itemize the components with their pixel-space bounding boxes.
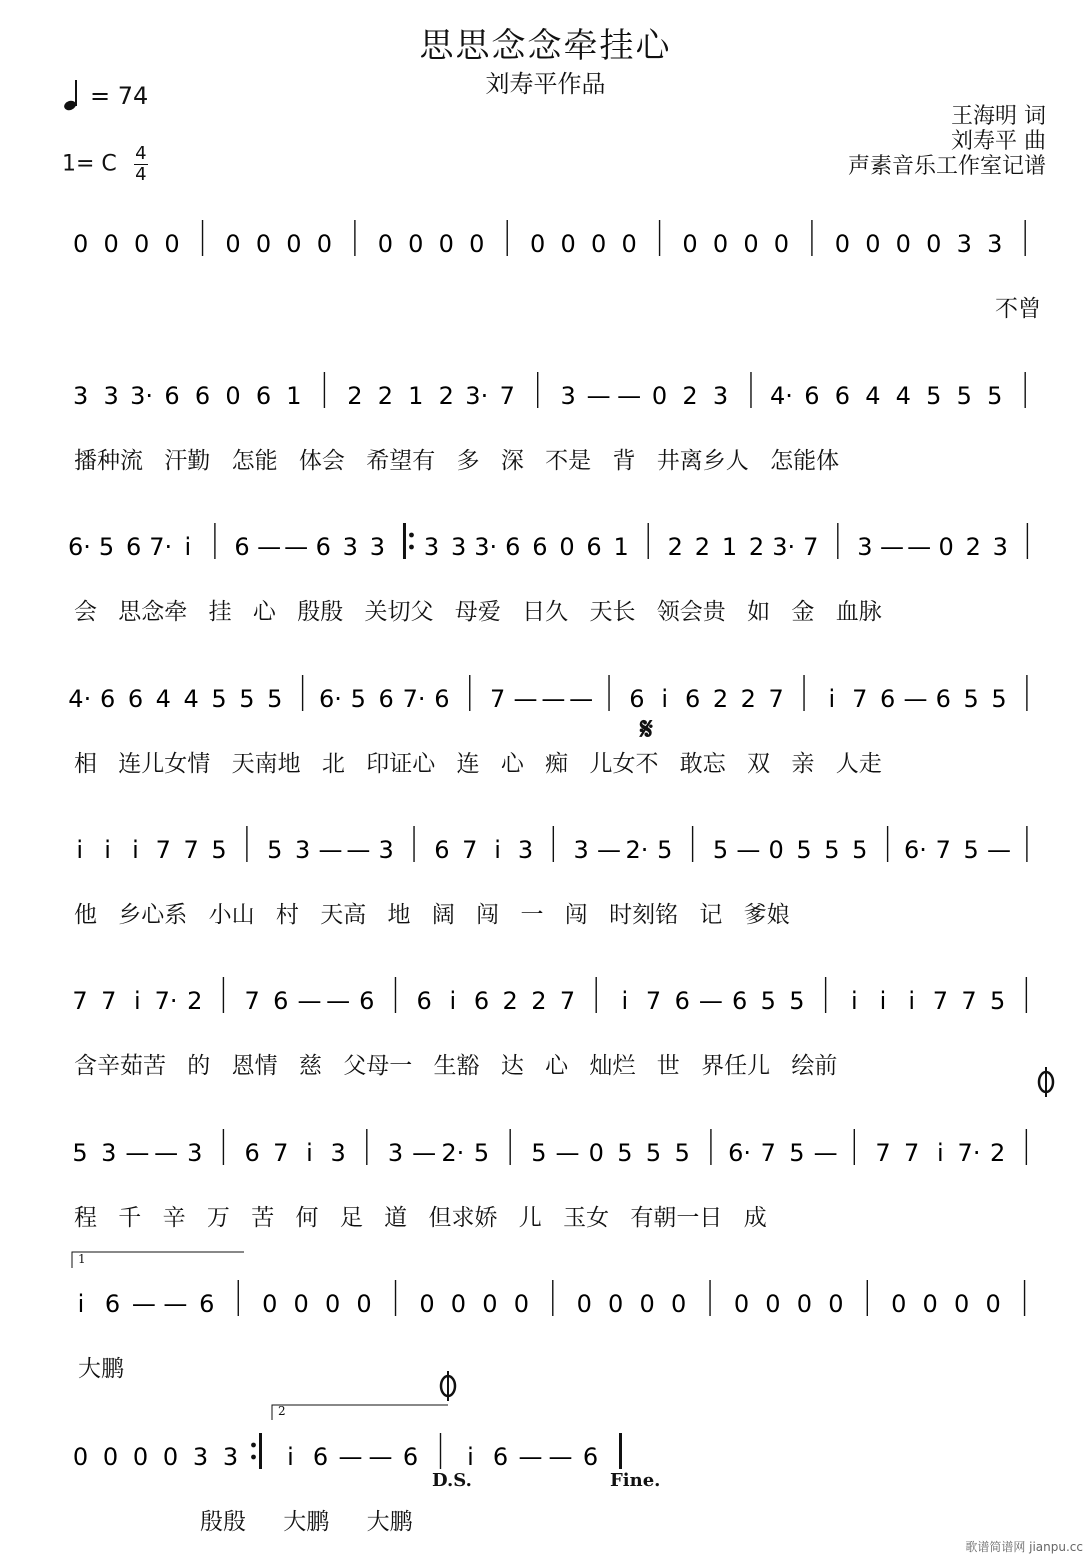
note: 7 — [489, 685, 506, 713]
note: 5 — [990, 987, 1006, 1015]
note: 7 — [273, 1139, 289, 1167]
note: 0 — [255, 230, 272, 258]
note: 0 — [469, 230, 485, 258]
note: 0 — [865, 230, 881, 258]
note: 6 — [629, 685, 645, 713]
note: 6 — [378, 685, 394, 713]
note: 6 — [273, 987, 289, 1015]
note: 0 — [621, 230, 637, 258]
note: 2 — [502, 987, 518, 1015]
lyric-text: 播种流 汗勤 怎能 体会 希望有 多 深 不是 背 井离乡人 怎能体 — [74, 448, 840, 474]
lyric-text: 程 千 辛 万 苦 何 足 道 但求娇 儿 玉女 有朝一日 成 — [74, 1205, 767, 1231]
note: 5 — [824, 836, 840, 864]
note: 6 — [199, 1290, 215, 1318]
note: 0 — [590, 230, 607, 258]
note: 7 — [768, 685, 784, 713]
note: 5 — [531, 1139, 547, 1167]
note: 2 — [682, 382, 698, 410]
note: 6 — [586, 533, 602, 561]
note: 3 — [330, 1139, 346, 1167]
note: 6 — [315, 533, 331, 561]
note: 5 — [963, 836, 979, 864]
note: 6 — [194, 382, 211, 410]
note: i — [287, 1443, 294, 1471]
note: 7 — [559, 987, 576, 1015]
note: — — [548, 1443, 573, 1471]
note: 6 — [434, 836, 450, 864]
credits — [848, 104, 1046, 179]
note: 6· — [68, 533, 91, 561]
note: 5 — [98, 533, 115, 561]
time-sig-top: 4 — [135, 143, 147, 164]
note: 0 — [72, 1443, 89, 1471]
note: 4 — [155, 685, 171, 713]
lyric-text: 相 连儿女情 天南地 北 印证心 连 心 痴 儿女不 敢忘 双 亲 人走 — [74, 751, 882, 777]
note: 0 — [513, 1290, 529, 1318]
note: 7 — [961, 987, 977, 1015]
note: 0 — [419, 1290, 435, 1318]
volta-2 — [272, 1405, 448, 1420]
note: i — [908, 987, 915, 1015]
note: 2 — [377, 382, 393, 410]
note: 3 — [369, 533, 386, 561]
note: 3 — [101, 1139, 117, 1167]
note: 6 — [492, 1443, 509, 1471]
note: 0 — [733, 1290, 750, 1318]
note: 6 — [164, 382, 180, 410]
note: 5 — [987, 382, 1003, 410]
note: 6 — [234, 533, 250, 561]
note: — — [326, 987, 351, 1015]
note: 7· — [402, 685, 426, 713]
note: 7 — [183, 836, 199, 864]
note: 3 — [187, 1139, 203, 1167]
note: 6 — [99, 685, 116, 713]
note: 7 — [932, 987, 948, 1015]
note: 0 — [768, 836, 784, 864]
note: 6 — [104, 1290, 121, 1318]
note: i — [467, 1443, 474, 1471]
note: 2· — [625, 836, 649, 864]
note: 3 — [451, 533, 467, 561]
note: 5 — [789, 1139, 805, 1167]
note: 6 — [804, 382, 820, 410]
note: 2 — [694, 533, 711, 561]
note: — — [903, 685, 928, 713]
note: 3· — [772, 533, 796, 561]
note: 4 — [895, 382, 911, 410]
note: i — [936, 1139, 944, 1167]
note: 3 — [573, 836, 589, 864]
note: 0 — [560, 230, 576, 258]
note: 5 — [657, 836, 673, 864]
note: 3 — [560, 382, 576, 410]
note: 3 — [387, 1139, 404, 1167]
note: — — [907, 533, 932, 561]
transcriber-credit: 声素音乐工作室记谱 — [847, 154, 1046, 179]
note: 0 — [73, 230, 89, 258]
note: — — [813, 1139, 838, 1167]
note: 0 — [834, 230, 851, 258]
page-subtitle: 刘寿平作品 — [485, 70, 606, 98]
note: 1 — [721, 533, 738, 561]
note: 5 — [991, 685, 1007, 713]
lyric-text: 含辛茹苦 的 恩情 慈 父母一 生豁 达 心 灿烂 世 界任儿 绘前 — [74, 1053, 838, 1079]
note: i — [494, 836, 501, 864]
note: 3 — [423, 533, 440, 561]
note: 6 — [255, 382, 272, 410]
note: 6 — [674, 987, 690, 1015]
note: 7· — [154, 987, 178, 1015]
note: 7 — [462, 836, 478, 864]
note: 1 — [613, 533, 629, 561]
ds-marking: D.S. — [432, 1470, 472, 1491]
coda-icon — [1039, 1072, 1053, 1092]
note: 3 — [73, 382, 89, 410]
lyric-text: 不曾 — [995, 296, 1041, 322]
note: 6 — [532, 533, 548, 561]
note: — — [284, 533, 309, 561]
page-title: 思思念念牵挂心 — [419, 26, 672, 66]
note: 0 — [482, 1290, 498, 1318]
note: 0 — [608, 1290, 624, 1318]
note: 0 — [356, 1290, 372, 1318]
note: 7 — [904, 1139, 920, 1167]
lyric-text: 大鹏 — [78, 1356, 124, 1382]
note: 2 — [990, 1139, 1006, 1167]
note: — — [987, 836, 1012, 864]
note: — — [541, 685, 566, 713]
note: i — [879, 987, 887, 1015]
note: 0 — [293, 1290, 309, 1318]
note: 5 — [956, 382, 972, 410]
note: 0 — [891, 1290, 907, 1318]
note: 5 — [211, 836, 227, 864]
note: 0 — [162, 1443, 179, 1471]
tempo-value: = 74 — [90, 82, 149, 110]
note: — — [368, 1443, 393, 1471]
note: 6 — [935, 685, 951, 713]
note: 2 — [748, 533, 765, 561]
note: 0 — [408, 230, 424, 258]
note: 0 — [324, 1290, 341, 1318]
note: 3 — [103, 382, 119, 410]
note: — — [163, 1290, 188, 1318]
note: 5 — [789, 987, 805, 1015]
note: 0 — [895, 230, 911, 258]
note: 0 — [670, 1290, 687, 1318]
note: 6 — [473, 987, 490, 1015]
note: — — [513, 685, 538, 713]
note: 0 — [954, 1290, 970, 1318]
note: 0 — [530, 230, 546, 258]
note: 3 — [987, 230, 1003, 258]
note: 6 — [126, 533, 142, 561]
note: 3 — [222, 1443, 239, 1471]
note: 6 — [416, 987, 432, 1015]
note: 0 — [651, 382, 668, 410]
note: 0 — [576, 1290, 592, 1318]
note: 4 — [183, 685, 199, 713]
note: 3 — [378, 836, 394, 864]
note: 0 — [559, 533, 575, 561]
note: 6· — [728, 1139, 752, 1167]
note: 0 — [450, 1290, 467, 1318]
note: — — [879, 533, 904, 561]
note: 5 — [760, 987, 776, 1015]
note: — — [617, 382, 642, 410]
note: 0 — [938, 533, 954, 561]
note: 7 — [803, 533, 819, 561]
note: 7 — [875, 1139, 891, 1167]
note: 2 — [740, 685, 756, 713]
note: 7 — [101, 987, 117, 1015]
volta-1 — [72, 1252, 244, 1268]
note: 5 — [674, 1139, 690, 1167]
note: 0 — [588, 1139, 604, 1167]
lyricist-credit: 王海明 词 — [951, 104, 1046, 129]
note: 6 — [505, 533, 521, 561]
note: 0 — [102, 1443, 119, 1471]
note: 3 — [192, 1443, 209, 1471]
repeat-dot — [251, 1455, 256, 1460]
note: — — [698, 987, 723, 1015]
note: 0 — [377, 230, 393, 258]
note: i — [132, 836, 139, 864]
note: 5 — [926, 382, 942, 410]
note: 7 — [155, 836, 171, 864]
note: 6 — [312, 1443, 329, 1471]
note: 2 — [667, 533, 683, 561]
site-watermark: 歌谱简谱网 jianpu.cc — [965, 1540, 1083, 1554]
key-signature — [62, 145, 148, 184]
note: 0 — [828, 1290, 844, 1318]
lyric-text: 会 思念牵 挂 心 殷殷 关切父 母爱 日久 天长 领会贵 如 金 血脉 — [74, 599, 882, 625]
note: 3· — [465, 382, 489, 410]
note: 5 — [350, 685, 366, 713]
note: 0 — [438, 230, 454, 258]
note: 0 — [164, 230, 180, 258]
note: — — [555, 1139, 580, 1167]
note: 0 — [765, 1290, 781, 1318]
note: — — [338, 1443, 363, 1471]
fine-marking: Fine. — [610, 1470, 661, 1491]
lyric-text: 他 乡心系 小山 村 天高 地 阔 闯 一 闯 时刻铭 记 爹娘 — [74, 902, 790, 928]
ending-1-number: 1 — [78, 1252, 86, 1266]
note: 0 — [262, 1290, 278, 1318]
note: 5 — [72, 1139, 88, 1167]
note: 0 — [796, 1290, 813, 1318]
note: 3 — [294, 836, 311, 864]
note: 4 — [865, 382, 881, 410]
note: — — [586, 382, 611, 410]
note: 0 — [773, 230, 790, 258]
note: 5 — [239, 685, 255, 713]
note: 3 — [956, 230, 972, 258]
note: — — [154, 1139, 179, 1167]
note: 1 — [408, 382, 424, 410]
note: — — [569, 685, 594, 713]
repeat-dot — [409, 545, 414, 550]
note: — — [518, 1443, 543, 1471]
lyric-text: 殷殷 大鹏 大鹏 — [200, 1509, 413, 1535]
note: 5 — [712, 836, 729, 864]
note: 6 — [684, 685, 701, 713]
note: 0 — [682, 230, 698, 258]
note: 0 — [316, 230, 333, 258]
note: i — [104, 836, 111, 864]
note: 5 — [963, 685, 979, 713]
note: 6 — [127, 685, 144, 713]
note: i — [76, 836, 84, 864]
note: 2· — [441, 1139, 465, 1167]
note: 3 — [712, 382, 729, 410]
note: — — [257, 533, 282, 561]
note: 5 — [211, 685, 227, 713]
quarter-note-icon — [64, 80, 78, 110]
note: 5 — [473, 1139, 490, 1167]
note: 7 — [935, 836, 951, 864]
note: 3· — [130, 382, 154, 410]
note: 7 — [72, 987, 88, 1015]
note: 7 — [244, 987, 260, 1015]
note: — — [412, 1139, 437, 1167]
composer-credit: 刘寿平 曲 — [951, 129, 1046, 154]
note: 0 — [286, 230, 302, 258]
note: 3 — [992, 533, 1008, 561]
note: 1 — [286, 382, 302, 410]
note: — — [297, 987, 322, 1015]
note: 0 — [985, 1290, 1001, 1318]
note: i — [661, 685, 669, 713]
note: 0 — [132, 1443, 149, 1471]
note: 7· — [149, 533, 173, 561]
note: i — [184, 533, 192, 561]
note: 5 — [267, 685, 283, 713]
note: 2 — [347, 382, 363, 410]
note: i — [828, 685, 836, 713]
note: 0 — [133, 230, 150, 258]
note: i — [850, 987, 858, 1015]
note: 6· — [904, 836, 927, 864]
note: 6 — [434, 685, 450, 713]
note: 0 — [743, 230, 759, 258]
note: 4· — [769, 382, 793, 410]
note: 5 — [796, 836, 812, 864]
note: 3 — [342, 533, 358, 561]
note: i — [77, 1290, 85, 1318]
time-sig-bottom: 4 — [135, 164, 147, 185]
note: 5 — [852, 836, 868, 864]
note: — — [597, 836, 622, 864]
note: 7 — [852, 685, 868, 713]
note: 5 — [617, 1139, 633, 1167]
note: i — [621, 987, 629, 1015]
note: 7 — [645, 987, 662, 1015]
note: 2 — [187, 987, 203, 1015]
note: 0 — [639, 1290, 655, 1318]
note: 6 — [582, 1443, 599, 1471]
note: 7 — [499, 382, 515, 410]
note: 0 — [926, 230, 942, 258]
note: 3· — [474, 533, 498, 561]
ending-2-number: 2 — [278, 1404, 286, 1418]
repeat-dot — [409, 533, 414, 538]
note: i — [134, 987, 141, 1015]
note: 7· — [957, 1139, 981, 1167]
coda-icon — [441, 1376, 455, 1396]
note: 0 — [225, 382, 241, 410]
key-value: 1= C — [62, 151, 117, 177]
note: — — [736, 836, 761, 864]
note: 6 — [244, 1139, 260, 1167]
note: 2 — [531, 987, 547, 1015]
note: — — [318, 836, 343, 864]
note: 5 — [267, 836, 283, 864]
note: — — [346, 836, 371, 864]
note: 6 — [879, 685, 896, 713]
note: 5 — [645, 1139, 662, 1167]
note: 6 — [731, 987, 748, 1015]
note: 3 — [857, 533, 873, 561]
segno-sign: 𝄋 — [640, 712, 653, 747]
note: i — [306, 1139, 313, 1167]
note: 6· — [319, 685, 342, 713]
time-signature — [134, 145, 148, 184]
repeat-dot — [251, 1443, 256, 1448]
note: 6 — [359, 987, 375, 1015]
note: 0 — [712, 230, 729, 258]
note: 6 — [834, 382, 851, 410]
note: 2 — [438, 382, 454, 410]
note: 0 — [103, 230, 119, 258]
tempo-marking — [64, 80, 148, 110]
note: 6 — [402, 1443, 419, 1471]
note: 2 — [712, 685, 729, 713]
note: 4· — [68, 685, 92, 713]
note: — — [125, 1139, 150, 1167]
note: 0 — [225, 230, 241, 258]
note: i — [449, 987, 457, 1015]
note: 2 — [965, 533, 981, 561]
note: — — [131, 1290, 156, 1318]
note: 0 — [922, 1290, 938, 1318]
note: 7 — [760, 1139, 776, 1167]
note: 3 — [517, 836, 534, 864]
